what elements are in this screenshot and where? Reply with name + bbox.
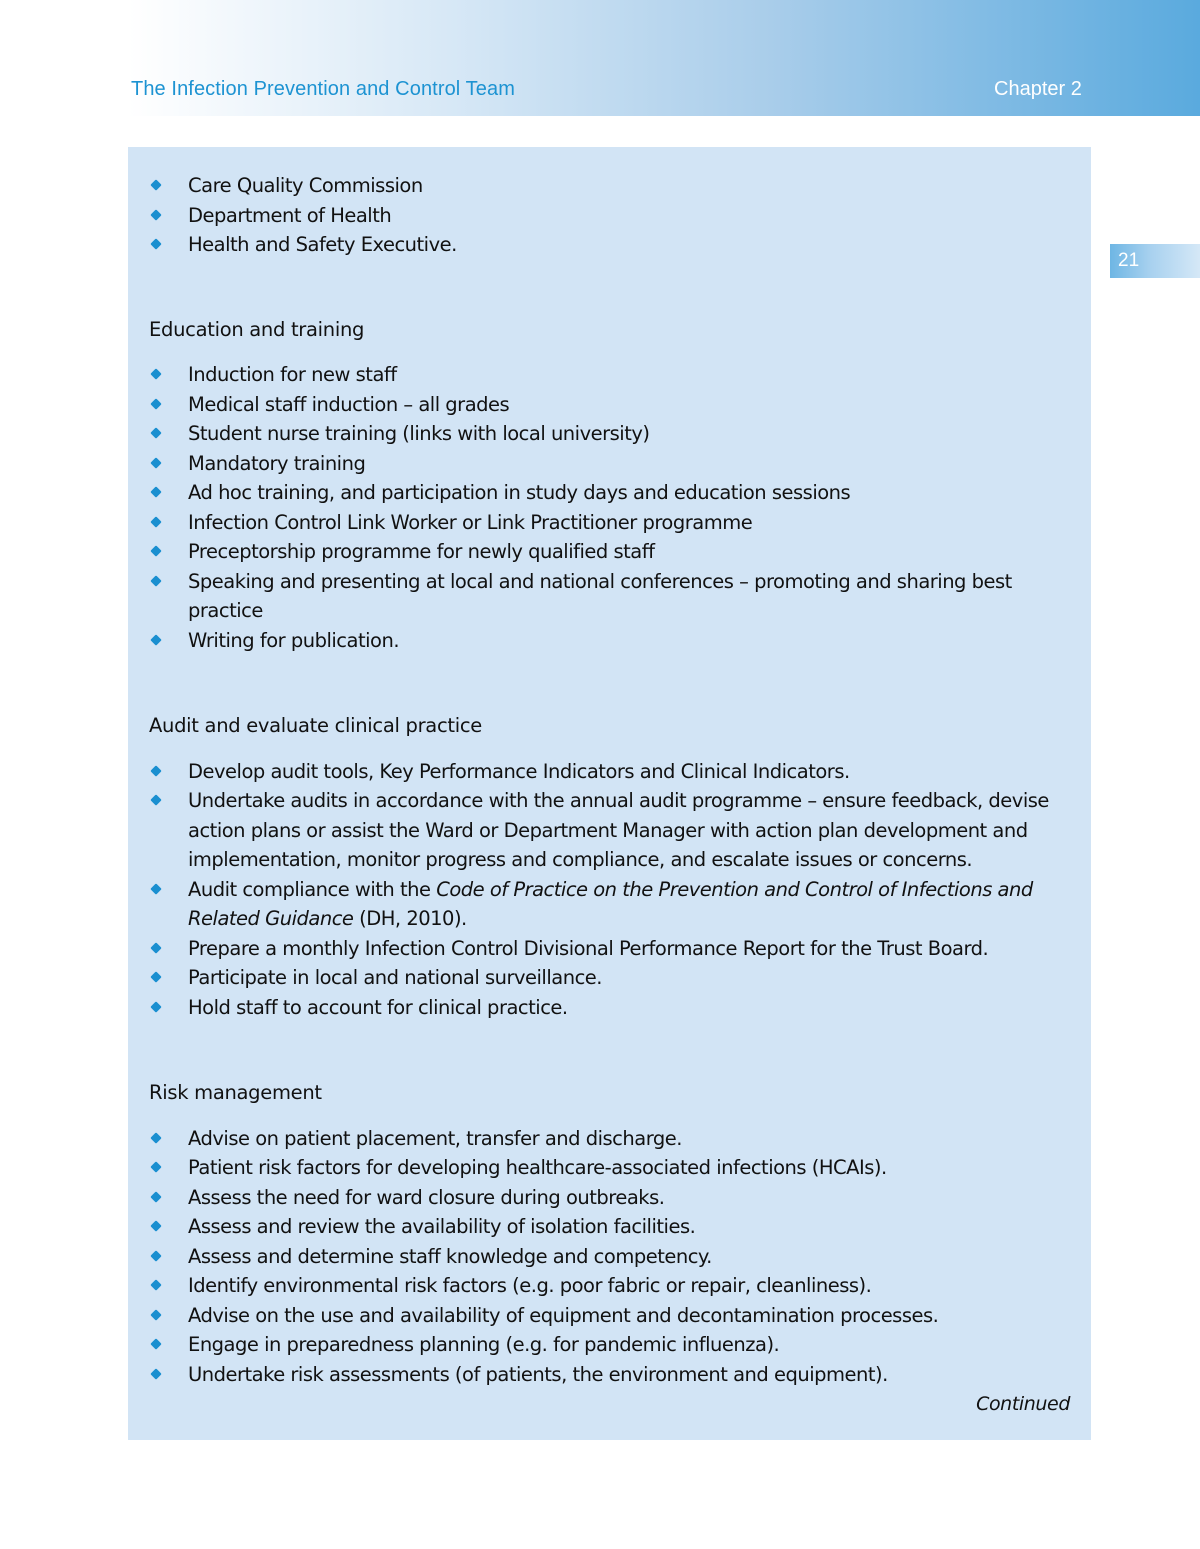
list-item: Writing for publication.	[149, 626, 1071, 656]
bullet-diamond-icon	[150, 427, 161, 438]
list-item: Identify environmental risk factors (e.g. poor fabric or repair, cleanliness).	[149, 1271, 1071, 1301]
list-item: Assess and review the availability of isolation facilities.	[149, 1212, 1071, 1242]
bullet-diamond-icon	[150, 368, 161, 379]
bullet-diamond-icon	[150, 883, 161, 894]
list-item: Advise on patient placement, transfer and discharge.	[149, 1124, 1071, 1154]
list-item: Hold staff to account for clinical practice.	[149, 993, 1071, 1023]
bullet-diamond-icon	[150, 1161, 161, 1172]
list-item: Engage in preparedness planning (e.g. for pandemic influenza).	[149, 1330, 1071, 1360]
list-item: Student nurse training (links with local university)	[149, 419, 1071, 449]
list-item: Medical staff induction – all grades	[149, 390, 1071, 420]
bullet-diamond-icon	[150, 486, 161, 497]
chapter-label: Chapter 2	[994, 78, 1082, 100]
list-item: Department of Health	[149, 201, 1071, 231]
list-item: Assess and determine staff knowledge and competency.	[149, 1242, 1071, 1272]
bullet-diamond-icon	[150, 1220, 161, 1231]
bullet-diamond-icon	[150, 516, 161, 527]
bullet-diamond-icon	[150, 398, 161, 409]
bullet-diamond-icon	[150, 1132, 161, 1143]
education-heading: Education and training	[149, 317, 365, 341]
bullet-diamond-icon	[150, 634, 161, 645]
list-item: Preceptorship programme for newly qualified staff	[149, 537, 1071, 567]
bullet-diamond-icon	[150, 238, 161, 249]
list-item: Assess the need for ward closure during outbreaks.	[149, 1183, 1071, 1213]
list-item: Induction for new staff	[149, 360, 1071, 390]
bullet-diamond-icon	[150, 1279, 161, 1290]
bullet-diamond-icon	[150, 1309, 161, 1320]
bullet-diamond-icon	[150, 971, 161, 982]
continued-note: Continued	[976, 1393, 1070, 1415]
list-item: Advise on the use and availability of equipment and decontamination processes.	[149, 1301, 1071, 1331]
bullet-diamond-icon	[150, 1191, 161, 1202]
list-item-code-of-practice: Audit compliance with the Code of Practice on the Prevention and Control of Infections and Related Guidance (DH, 2010).	[149, 875, 1071, 934]
list-item: Speaking and presenting at local and national conferences – promoting and sharing best practice	[149, 567, 1071, 626]
bullet-diamond-icon	[150, 1001, 161, 1012]
list-item: Develop audit tools, Key Performance Indicators and Clinical Indicators.	[149, 757, 1071, 787]
running-title: The Infection Prevention and Control Team	[131, 78, 515, 100]
list-item: Mandatory training	[149, 449, 1071, 479]
education-list	[149, 360, 1071, 655]
page-number: 21	[1118, 250, 1140, 271]
bullet-diamond-icon	[150, 575, 161, 586]
bullet-diamond-icon	[150, 1338, 161, 1349]
list-item: Undertake audits in accordance with the annual audit programme – ensure feedback, devise action plans or assist the Ward or Department Manager with action plan development and implementation, monitor progress and compliance, and escalate issues or concerns.	[149, 786, 1071, 875]
list-item: Undertake risk assessments (of patients, the environment and equipment).	[149, 1360, 1071, 1390]
audit-heading: Audit and evaluate clinical practice	[149, 714, 482, 737]
bullet-diamond-icon	[150, 209, 161, 220]
bullet-diamond-icon	[150, 457, 161, 468]
bullet-diamond-icon	[150, 545, 161, 556]
list-item: Ad hoc training, and participation in study days and education sessions	[149, 478, 1071, 508]
list-item: Infection Control Link Worker or Link Practitioner programme	[149, 508, 1071, 538]
audit-list	[149, 757, 1071, 1023]
list-item: Patient risk factors for developing healthcare-associated infections (HCAIs).	[149, 1153, 1071, 1183]
bullet-diamond-icon	[150, 942, 161, 953]
intro-list	[149, 171, 1071, 260]
list-item: Care Quality Commission	[149, 171, 1071, 201]
list-item: Participate in local and national surveillance.	[149, 963, 1071, 993]
list-item: Prepare a monthly Infection Control Divisional Performance Report for the Trust Board.	[149, 934, 1071, 964]
risk-heading: Risk management	[149, 1081, 322, 1104]
bullet-diamond-icon	[150, 765, 161, 776]
list-item: Health and Safety Executive.	[149, 230, 1071, 260]
bullet-diamond-icon	[150, 794, 161, 805]
bullet-diamond-icon	[150, 179, 161, 190]
code-of-practice-title: Code of Practice on the Prevention and Control of Infections and Related Guidance	[188, 877, 1033, 930]
bullet-diamond-icon	[150, 1250, 161, 1261]
page-number-tab	[1110, 244, 1200, 278]
bullet-diamond-icon	[150, 1368, 161, 1379]
risk-list	[149, 1124, 1071, 1390]
content-box	[128, 147, 1091, 1440]
